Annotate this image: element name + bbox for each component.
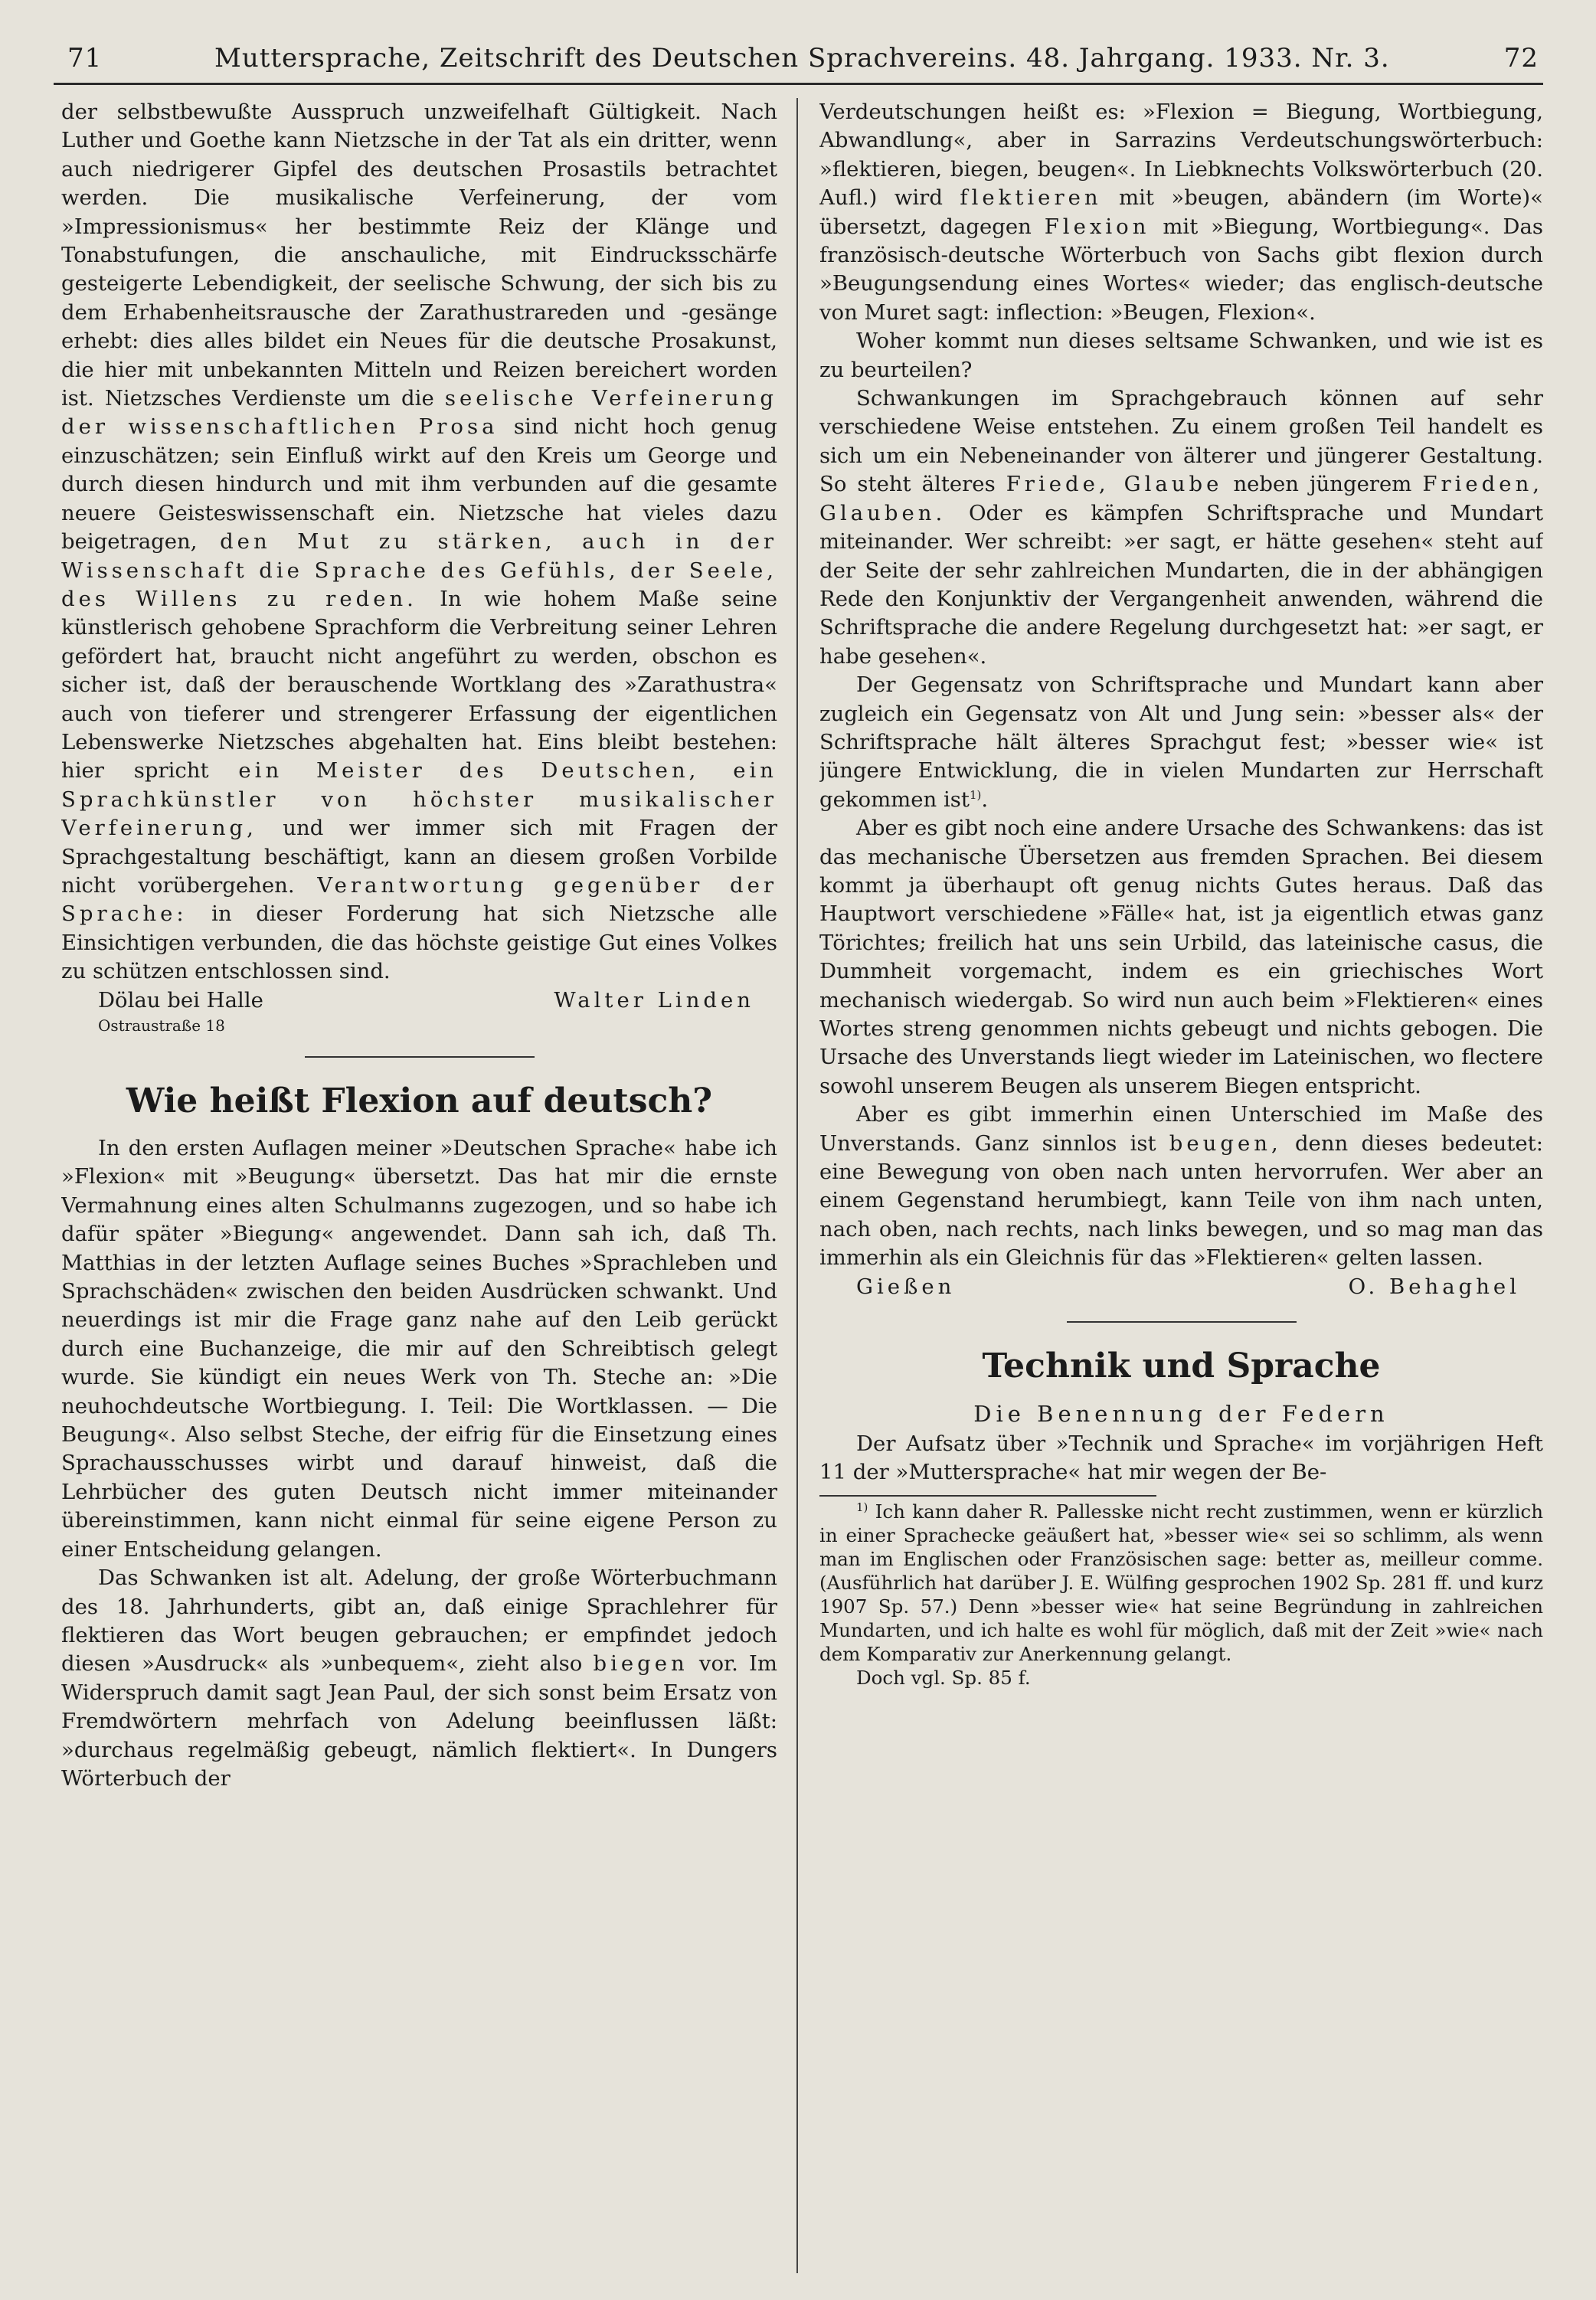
footnote-1: $^{1)}$ Ich kann daher R. Pallesske nicht recht zustimmen, wenn er kürzlich in einer Sprachecke geäußert hat, »besser wie« sei so schlimm, als wenn man im Englischen oder Französischen sage: better as, meilleur comme. (Ausführlich hat darüber J. E. Wülfing gesprochen 1902 Sp. 281 ff. und kurz 1907 Sp. 57.) Denn »besser wie« hat seine Begründung in zahlreichen Mundarten, und ich halte es wohl für möglich, daß mit der Zeit »wie« nach dem Komparativ zur Anerkennung gelangt.	[819, 1500, 1543, 1665]
right-column	[819, 98, 1543, 2273]
signature-author: Walter Linden	[554, 987, 754, 1013]
flexion-paragraph-1: In den ersten Auflagen meiner »Deutschen Sprache« habe ich »Flexion« mit »Beugung« übersetzt. Das hat mir die ernste Vermahnung eines alten Schulmanns zugezogen, und so habe ich dafür später »Biegung« angewendet. Dann sah ich, daß Th. Matthias in der letzten Auflage seines Buches »Sprachleben und Sprachschäden« zwischen den beiden Ausdrücken schwankt. Und neuerdings ist mir die Frage ganz nahe auf den Leib gerückt durch eine Buchanzeige, die mir auf den Schreibtisch gelegt wurde. Sie kündigt ein neues Werk von Th. Steche an: »Die neuhochdeutsche Wortbiegung. I. Teil: Die Wortklassen. — Die Beugung«. Also selbst Steche, der eifrig für die Einsetzung eines Sprachausschusses wirbt und darauf hinweist, daß die Lehrbücher des guten Deutsch nicht immer miteinander übereinstimmen, kann nicht einmal für seine eigene Person zu einer Entscheidung gelangen.	[61, 1136, 777, 1562]
signature-linden	[61, 986, 777, 1015]
flexion-paragraph-6: Der Gegensatz von Schriftsprache und Mundart kann aber zugleich ein Gegensatz von Alt und Jung sein: »besser als« der Schriftsprache hält älteres Sprachgut fest; »besser wie« ist jüngere Entwicklung, die in vielen Mundarten zur Herrschaft gekommen ist$^{1)}$.	[819, 672, 1543, 812]
column-divider	[796, 98, 798, 2273]
signature-behaghel	[819, 1273, 1543, 1301]
flexion-paragraph-4: Woher kommt nun dieses seltsame Schwanken, und wie ist es zu beurteilen?	[819, 329, 1543, 382]
flexion-paragraph-8: Aber es gibt immerhin einen Unterschied im Maße des Unverstands. Ganz sinnlos ist beugen, denn dieses bedeutet: eine Bewegung von oben nach unten hervorrufen. Wer aber an einem Gegenstand herumbiegt, kann Teile von ihm nach unten, nach oben, nach rechts, nach links bewegen, und so mag man das immerhin als ein Gleichnis für das »Flektieren« gelten lassen.	[819, 1102, 1543, 1271]
signature-author: O. Behaghel	[1348, 1274, 1520, 1299]
article-divider	[305, 1056, 535, 1058]
flexion-paragraph-7: Aber es gibt noch eine andere Ursache des Schwankens: das ist das mechanische Übersetzen aus fremden Sprachen. Bei diesem kommt ja überhaupt oft genug nichts Gutes heraus. Daß das Hauptwort verschiedene »Fälle« hat, ist ja eigentlich etwas ganz Törichtes; freilich hat uns sein Urbild, das lateinische casus, die Dummheit vorgemacht, indem es ein griechisches Wort mechanisch wiedergab. So wird nun auch beim »Flektieren« eines Wortes streng genommen nichts gebeugt und nichts gebogen. Die Ursache des Unverstands liegt wieder im Lateinischen, wo flectere sowohl unserem Beugen als unserem Biegen entspricht.	[819, 816, 1543, 1098]
signature-place: Dölau bei Halle	[98, 987, 263, 1013]
journal-title: Muttersprache, Zeitschrift des Deutschen Sprachvereins. 48. Jahrgang. 1933. Nr. 3.	[214, 43, 1390, 74]
footnote-2: Doch vgl. Sp. 85 f.	[856, 1666, 1031, 1689]
left-column	[61, 98, 777, 2273]
article-title-flexion: Wie heißt Flexion auf deutsch?	[126, 1081, 713, 1121]
page-number-left: 71	[67, 43, 103, 74]
footnote-divider	[819, 1495, 1156, 1497]
flexion-paragraph-5: Schwankungen im Sprachgebrauch können auf sehr verschiedene Weise entstehen. Zu einem großen Teil handelt es sich um ein Nebeneinander von älterer und jüngerer Gestaltung. So steht älteres Friede, Glaube neben jüngerem Frieden, Glauben. Oder es kämpfen Schriftsprache und Mundart miteinander. Wer schreibt: »er sagt, er hätte gesehen« steht auf der Seite der sehr zahlreichen Mundarten, die in der abhängigen Rede den Konjunktiv der Vergangenheit anwenden, während die Schriftsprache die andere Regelung durchgesetzt hat: »er sagt, er habe gesehen«.	[819, 386, 1543, 669]
footnote-ref: 1)	[969, 787, 982, 802]
linden-article-end: der selbstbewußte Ausspruch unzweifelhaft Gültigkeit. Nach Luther und Goethe kann Nietzsche in der Tat als ein dritter, wenn auch niedrigerer Gipfel des deutschen Prosastils betrachtet werden. Die musikalische Verfeinerung, der vom »Impressionismus« her bestimmte Reiz der Klänge und Tonabstufungen, die anschauliche, mit Eindrucksschärfe gesteigerte Lebendigkeit, der seelische Schwung, der sich bis zu dem Erhabenheitsrausche der Zarathustrareden und -gesänge erhebt: dies alles bildet ein Neues für die deutsche Prosakunst, die hier mit unbekannten Mitteln und Reizen bereichert worden ist. Nietzsches Verdienste um die seelische Verfeinerung der wissenschaftlichen Prosa sind nicht hoch genug einzuschätzen; sein Einfluß wirkt auf den Kreis um George und durch diesen hindurch und mit ihm verbunden auf die gesamte neuere Geisteswissenschaft ein. Nietzsche hat vieles dazu beigetragen, den Mut zu stärken, auch in der Wissenschaft die Sprache des Gefühls, der Seele, des Willens zu reden. In wie hohem Maße seine künstlerisch gehobene Sprachform die Verbreitung seiner Lehren gefördert hat, braucht nicht angeführt zu werden, obschon es sicher ist, daß der berauschende Wortklang des »Zarathustra« auch von tieferer und strengerer Erfassung der eigentlichen Lebenswerke Nietzsches abgehalten hat. Eins bleibt bestehen: hier spricht ein Meister des Deutschen, ein Sprachkünstler von höchster musikalischer Verfeinerung, und wer immer sich mit Fragen der Sprachgestaltung beschäftigt, kann an diesem großen Vorbilde nicht vorübergehen. Verantwortung gegenüber der Sprache: in dieser Forderung hat sich Nietzsche alle Einsichtigen verbunden, die das höchste geistige Gut eines Volkes zu schützen entschlossen sind.	[61, 100, 777, 984]
flexion-paragraph-2: Das Schwanken ist alt. Adelung, der große Wörterbuchmann des 18. Jahrhunderts, gibt an, daß einige Sprachlehrer für flektieren das Wort beugen gebrauchen; er empfindet jedoch diesen »Ausdruck« als »unbequem«, zieht also biegen vor. Im Widerspruch damit sagt Jean Paul, der sich sonst beim Ersatz von Fremdwörtern mehrfach von Adelung beeinflussen läßt: »durchaus regelmäßig gebeugt, nämlich flektiert«. In Dungers Wörterbuch der	[61, 1566, 777, 1791]
signature-address: Ostraustraße 18	[98, 1016, 225, 1035]
article-subtitle: Die Benennung der Federn	[973, 1401, 1389, 1428]
article-divider	[1067, 1321, 1297, 1323]
flexion-paragraph-3: Verdeutschungen heißt es: »Flexion = Biegung, Wortbiegung, Abwandlung«, aber in Sarrazins Verdeutschungswörterbuch: »flektieren, biegen, beugen«. In Liebknechts Volkswörterbuch (20. Aufl.) wird flektieren mit »beugen, abändern (im Worte)« übersetzt, dagegen Flexion mit »Biegung, Wortbiegung«. Das französisch-deutsche Wörterbuch von Sachs gibt flexion durch »Beugungsendung eines Wortes« wieder; das englisch-deutsche von Muret sagt: inflection: »Beugen, Flexion«.	[819, 100, 1543, 325]
page-number-right: 72	[1503, 43, 1539, 74]
page-header	[54, 38, 1543, 85]
footnotes	[819, 1500, 1543, 1690]
technik-paragraph-1: Der Aufsatz über »Technik und Sprache« im vorjährigen Heft 11 der »Muttersprache« hat mir wegen der Be-	[819, 1431, 1543, 1485]
signature-place: Gießen	[856, 1274, 956, 1299]
article-title-technik: Technik und Sprache	[982, 1346, 1381, 1386]
